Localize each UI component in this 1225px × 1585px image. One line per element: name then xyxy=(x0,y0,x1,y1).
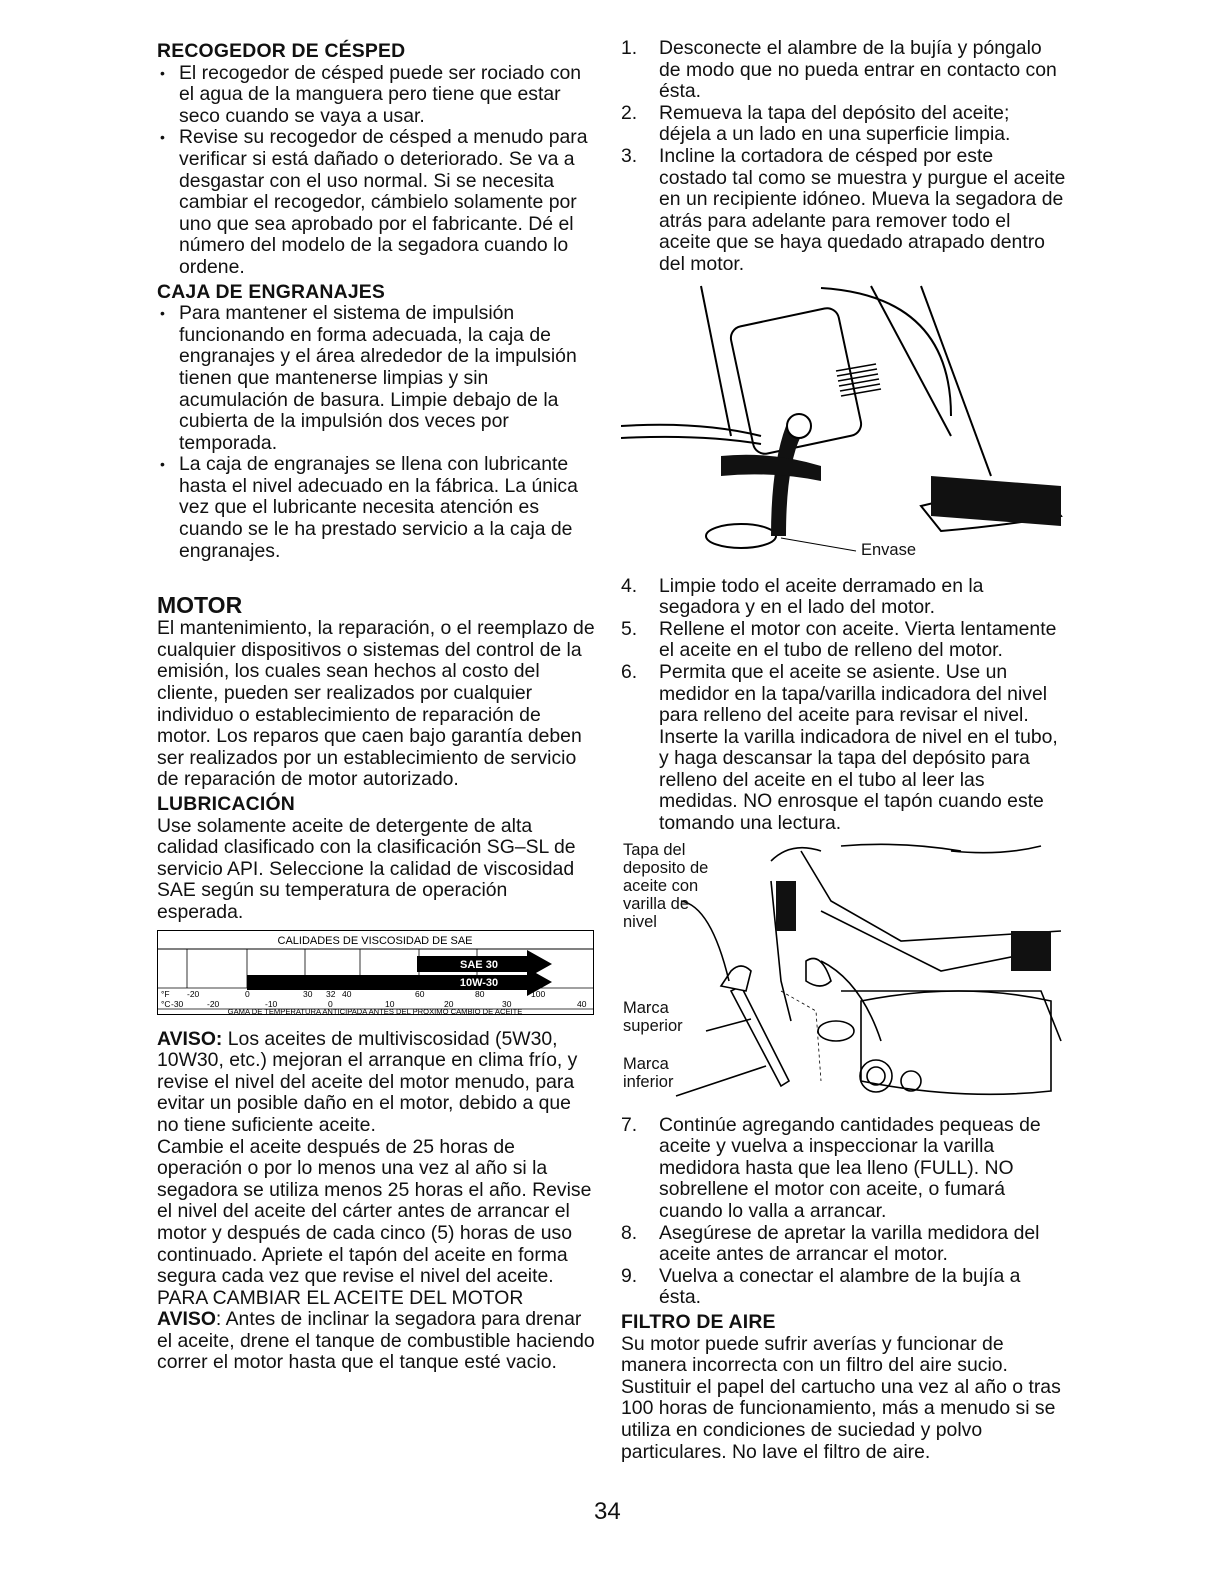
list-item: 4. Limpie todo el aceite derramado en la segadora y en el lado del motor. xyxy=(621,574,984,619)
chart-footer: GAMA DE TEMPERATURA ANTICIPADA ANTES DEL PROXIMO CAMBIO DE ACEITE xyxy=(227,1006,523,1015)
list-item: • Revise su recogedor de césped a menudo para verificar si está dañado o deteriorado. Se va a desgastar con el uso normal. Si se necesita cambiar el recogedor, cámbielo solamente por uno que sea aprobado por el fabricante. Dé el número del modelo de la segadora cuando lo ordene. xyxy=(157,127,597,278)
page-number: 34 xyxy=(594,1498,621,1525)
c-tick: 0 xyxy=(328,998,333,1009)
10w30-label: 10W-30 xyxy=(459,976,499,989)
lower-mark-label: Marca inferior xyxy=(623,1054,674,1091)
list-item: 6. Permita que el aceite se asiente. Use un medidor en la tapa/varilla indicadora del nivel para relleno del aceite para revisar el nivel. Inserte la varilla indicadora de nivel en el tubo, y haga descansar la tapa del depósito para relleno del aceite en el tubo al leer las medidas. NO enrosque el tapón cuando este tomando una lectura. xyxy=(621,660,1058,835)
grass-catcher-list xyxy=(157,63,597,279)
container-label: Envase xyxy=(861,540,917,559)
list-item: • La caja de engranajes se llena con lubricante hasta el nivel adecuado en la fábrica. La única vez que el lubricante necesita atención es cuando se le ha prestado servicio a la caja de engranajes. xyxy=(157,454,597,562)
f-tick: 32 xyxy=(326,988,336,999)
upper-mark-label: Marca superior xyxy=(623,998,683,1035)
f-tick: 30 xyxy=(303,988,313,999)
cap-label: Tapa del deposito de aceite con varilla de nivel xyxy=(623,840,709,931)
list-item: 8. Asegúrese de apretar la varilla medidora del aceite antes de arrancar el motor. xyxy=(621,1221,1040,1266)
aviso-label: AVISO: xyxy=(157,1027,223,1050)
oil-steps-7-9 xyxy=(621,1115,1066,1309)
change-oil-heading: PARA CAMBIAR EL ACEITE DEL MOTOR xyxy=(157,1286,524,1309)
aviso-drain: AVISO: Antes de inclinar la segadora para drenar el aceite, drene el tanque de combustible haciendo correr el motor hasta que el tanque esté vacio. xyxy=(157,1308,595,1374)
list-item: 7. Continúe agregando cantidades pequeas de aceite y vuelva a inspeccionar la varilla medidora hasta que lea lleno (FULL). NO sobrellene el motor con aceite, o fumará cuando lo valla a arrancar. xyxy=(621,1113,1041,1223)
oil-steps-4-6 xyxy=(621,576,1066,835)
c-tick: -20 xyxy=(207,998,220,1009)
list-item: 9. Vuelva a conectar el alambre de la bujía a ésta. xyxy=(621,1264,1021,1309)
f-tick: 100 xyxy=(531,988,546,999)
left-column xyxy=(157,38,597,1374)
c-tick: 10 xyxy=(385,998,395,1009)
motor-paragraph: El mantenimiento, la reparación, o el reemplazo de cualquier dispositivos o sistemas del control de la emisión, los cuales sean hechos al costo del cliente, pueden ser realizados por cualquier individuo o establecimiento de reparación de motor. Los reparos que caen bajo garantía deben ser realizados por un establecimiento de servicio de reparación de motor autorizado. xyxy=(157,617,595,791)
sae-viscosity-chart xyxy=(157,930,594,1015)
drain-oil-figure xyxy=(621,276,1066,576)
dipstick-figure xyxy=(621,841,1066,1111)
oil-steps-1-3 xyxy=(621,38,1066,276)
air-filter-heading: FILTRO DE AIRE xyxy=(621,1311,776,1333)
aviso-label: AVISO xyxy=(157,1308,216,1331)
c-tick: -10 xyxy=(265,998,278,1009)
oil-change-paragraph: Cambie el aceite después de 25 horas de operación o por lo menos una vez al año si la segadora se utiliza menos 25 horas el año. Revise el nivel del aceite del cárter antes de arrancar el motor y después de cada cinco (5) horas de uso continuado. Apriete el tapón del aceite en forma segura cada vez que revise el nivel del aceite. xyxy=(157,1135,592,1288)
lubrication-heading: LUBRICACIÓN xyxy=(157,793,295,815)
drain-oil-illustration xyxy=(621,276,1066,576)
c-tick: -30 xyxy=(171,998,184,1009)
f-tick: 80 xyxy=(475,988,485,999)
chart-title: CALIDADES DE VISCOSIDAD DE SAE xyxy=(277,934,473,947)
list-item: 3. Incline la cortadora de césped por este costado tal como se muestra y purgue el aceite en un recipiente idóneo. Mueva la segadora de atrás para adelante para remover todo el aceite que se haya quedado atrapado dentro del motor. xyxy=(621,144,1066,275)
f-tick: 40 xyxy=(342,988,352,999)
list-item: • El recogedor de césped puede ser rociado con el agua de la manguera pero tiene que estar seco cuando se vaya a usar. xyxy=(157,63,597,128)
gearbox-heading: CAJA DE ENGRANAJES xyxy=(157,280,386,303)
grass-catcher-heading: RECOGEDOR DE CÉSPED xyxy=(157,40,406,62)
air-filter-paragraph: Su motor puede sufrir averías y funcionar de manera incorrecta con un filtro del aire sucio. Sustituir el papel del cartucho una vez al año o tras 100 horas de funcionamiento, más a menudo si se utiliza en condiciones de suciedad y polvo particulares. No lave el filtro de aire. xyxy=(621,1332,1061,1463)
f-tick: -20 xyxy=(187,988,200,999)
right-column xyxy=(621,38,1066,1463)
c-tick: 30 xyxy=(502,998,512,1009)
list-item: 2. Remueva la tapa del depósito del aceite; déjela a un lado en una superficie limpia. xyxy=(621,101,1011,146)
c-unit: °C xyxy=(161,998,171,1009)
aviso-multiviscosity: AVISO: Los aceites de multiviscosidad (5W30, 10W30, etc.) mejoran el arranque en clima frío, y revise el nivel del aceite del motor menudo, para evitar un posible daño en el motor, debido a que no tiene suficiente aceite. xyxy=(157,1027,578,1136)
motor-heading: MOTOR xyxy=(157,592,243,619)
f-unit: °F xyxy=(161,988,170,999)
list-item: 1. Desconecte el alambre de la bujía y póngalo de modo que no pueda entrar en contacto con ésta. xyxy=(621,37,1057,103)
c-tick: 20 xyxy=(444,998,454,1009)
sae30-label: SAE 30 xyxy=(460,958,498,971)
gearbox-list xyxy=(157,303,597,562)
lubrication-paragraph: Use solamente aceite de detergente de alta calidad clasificado con la clasificación SG–SL de servicio API. Seleccione la calidad de viscosidad SAE según su temperatura de operación esperada. xyxy=(157,814,576,923)
f-tick: 0 xyxy=(245,988,250,999)
c-tick: 40 xyxy=(577,998,587,1009)
list-item: • Para mantener el sistema de impulsión funcionando en forma adecuada, la caja de engranajes y el área alrededor de la impulsión tienen que mantenerse limpias y sin acumulación de basura. Limpie debajo de la cubierta de la impulsión dos veces por temporada. xyxy=(157,303,597,454)
list-item: 5. Rellene el motor con aceite. Vierta lentamente el aceite en el tubo de relleno del motor. xyxy=(621,617,1057,662)
f-tick: 60 xyxy=(415,988,425,999)
